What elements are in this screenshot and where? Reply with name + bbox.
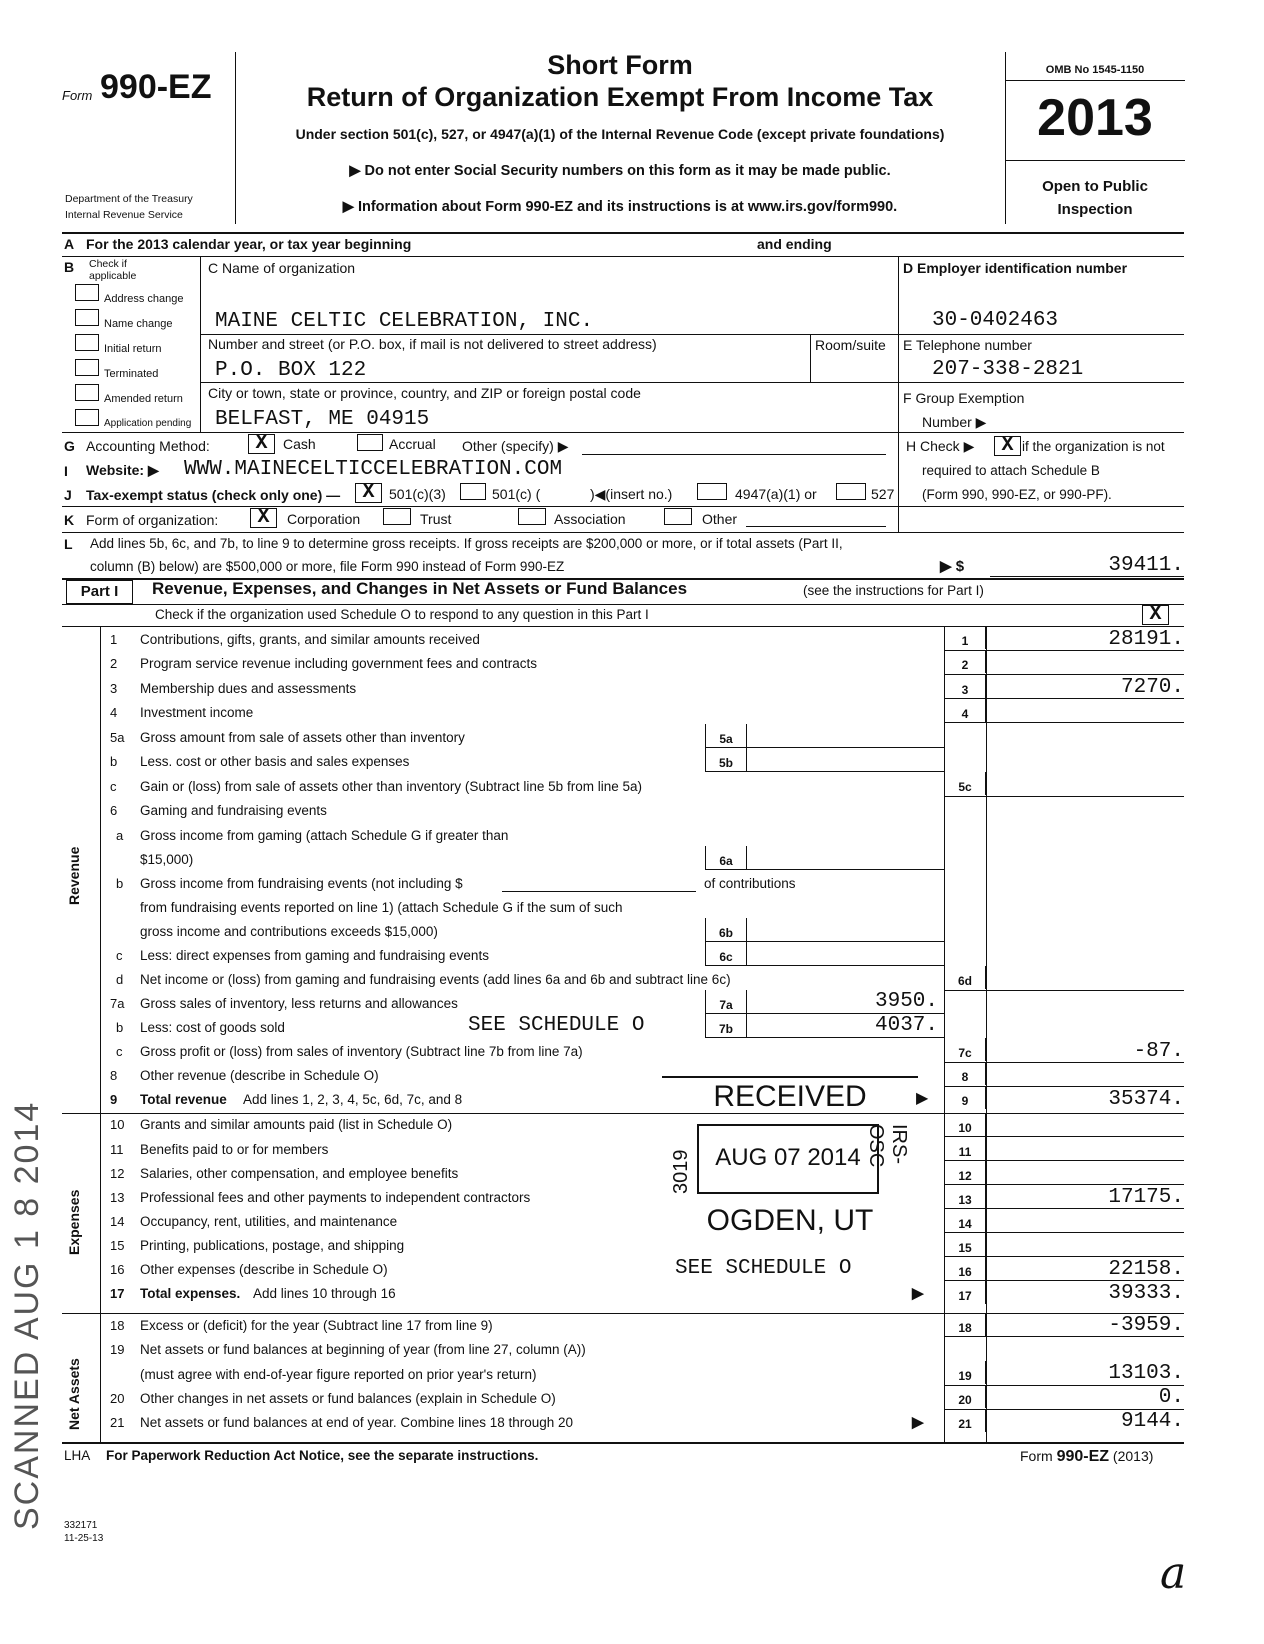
of-contributions: of contributions: [704, 876, 796, 891]
line-box: 20: [944, 1385, 986, 1408]
ein-value: 30-0402463: [932, 309, 1059, 332]
line-number: 12: [110, 1166, 125, 1181]
address-change-label: Address change: [104, 293, 184, 305]
accrual-label: Accrual: [389, 436, 436, 452]
gross-receipts-amount: 39411.: [1108, 554, 1184, 577]
line-box: 13: [944, 1185, 986, 1208]
ssn-notice: ▶ Do not enter Social Security numbers on this form as it may be made public.: [349, 163, 891, 179]
line-20-amount: 0.: [1158, 1386, 1184, 1409]
cash-label: Cash: [283, 436, 316, 452]
line-9-amount: 35374.: [1108, 1088, 1184, 1111]
line-number: c: [110, 779, 117, 794]
check-if: Check if: [89, 258, 127, 270]
schedule-o-checkbox[interactable]: X: [1142, 605, 1169, 625]
amended-return-checkbox[interactable]: [75, 384, 99, 401]
line-16-note: SEE SCHEDULE O: [675, 1257, 852, 1280]
mid-box: 5a: [705, 724, 747, 747]
mid-box: 6a: [705, 846, 747, 869]
line-6b-desc-1: Gross income from fundraising events (not including $: [140, 876, 463, 891]
line-7c-desc: Gross profit or (loss) from sales of inventory (Subtract line 7b from line 7a): [140, 1044, 583, 1059]
association-checkbox[interactable]: [518, 508, 546, 525]
line-6d-desc: Net income or (loss) from gaming and fundraising events (add lines 6a and 6b and subtract line 6c): [140, 972, 731, 987]
line-box: 6d: [944, 966, 986, 989]
line-17-desc-bold: Total expenses.: [140, 1286, 241, 1301]
schedule-b-checkbox[interactable]: X: [994, 436, 1021, 456]
line-box: 7c: [944, 1038, 986, 1061]
footer-form-ref: [1020, 1448, 1153, 1466]
line-number: b: [116, 1020, 124, 1035]
phone-label: E Telephone number: [903, 337, 1032, 353]
other-org-label: Other: [702, 511, 738, 527]
line-7a-desc: Gross sales of inventory, less returns and allowances: [140, 996, 458, 1011]
footer-code-1: 332171: [64, 1520, 98, 1531]
trust-label: Trust: [420, 511, 452, 527]
line-15-desc: Printing, publications, postage, and shipping: [140, 1238, 405, 1253]
line-number: 1: [110, 632, 118, 647]
expenses-side-label: Expenses: [66, 1189, 82, 1255]
line-12-desc: Salaries, other compensation, and employee benefits: [140, 1166, 459, 1181]
line-9-desc-bold: Total revenue: [140, 1092, 227, 1107]
line-number: 18: [110, 1318, 125, 1333]
footer-form-word: Form: [1020, 1448, 1053, 1464]
line-8-desc: Other revenue (describe in Schedule O): [140, 1068, 379, 1083]
tax-exempt-label: Tax-exempt status (check only one) —: [86, 487, 341, 503]
line-box: 14: [944, 1209, 986, 1232]
trust-checkbox[interactable]: [383, 508, 411, 525]
line-number: 16: [110, 1262, 125, 1277]
city-state-zip: BELFAST, ME 04915: [215, 408, 430, 431]
line-21-desc: Net assets or fund balances at end of year. Combine lines 18 through 20: [140, 1415, 574, 1430]
org-name-label: C Name of organization: [208, 260, 356, 276]
line-number: b: [110, 754, 118, 769]
line-number: 10: [110, 1117, 125, 1132]
association-label: Association: [554, 511, 626, 527]
omb-number: OMB No 1545-1150: [1045, 64, 1145, 76]
line-6a-desc-2: $15,000): [140, 852, 194, 867]
k-label: K: [64, 512, 75, 528]
insert-no-label: )◀(insert no.): [590, 486, 673, 502]
line-3-desc: Membership dues and assessments: [140, 681, 357, 696]
application-pending-label: Application pending: [104, 418, 192, 429]
line-18-amount: -3959.: [1108, 1314, 1184, 1337]
website-value: WWW.MAINECELTICCELEBRATION.COM: [184, 458, 563, 481]
section-a-label: A: [64, 236, 75, 252]
line-16-amount: 22158.: [1108, 1258, 1184, 1281]
line-box: 10: [944, 1113, 986, 1136]
l-arrow: ▶ $: [940, 558, 965, 575]
mid-box: 6b: [705, 918, 747, 941]
part1-title: Revenue, Expenses, and Changes in Net Assets or Fund Balances: [152, 579, 688, 598]
irs-label: Internal Revenue Service: [65, 209, 183, 221]
501c-checkbox[interactable]: [460, 483, 486, 500]
line-box: 9: [944, 1086, 986, 1109]
501c3-label: 501(c)(3): [389, 486, 446, 502]
line-box: 11: [944, 1137, 986, 1160]
line-3-amount: 7270.: [1120, 676, 1184, 699]
paperwork-notice: For Paperwork Reduction Act Notice, see the separate instructions.: [106, 1448, 539, 1463]
other-org-checkbox[interactable]: [664, 508, 692, 525]
line-box: 5c: [944, 772, 986, 795]
line-number: a: [116, 828, 124, 843]
line-number: 13: [110, 1190, 125, 1205]
line-number: 5a: [110, 730, 125, 745]
line-16-desc: Other expenses (describe in Schedule O): [140, 1262, 388, 1277]
line-17-desc: Add lines 10 through 16: [253, 1286, 396, 1301]
initial-return-checkbox[interactable]: [75, 334, 99, 351]
line-number: 3: [110, 681, 118, 696]
line-19-desc-1: Net assets or fund balances at beginning of year (from line 27, column (A)): [140, 1342, 586, 1357]
i-label: I: [64, 463, 68, 479]
line-number: c: [116, 948, 123, 963]
application-pending-checkbox[interactable]: [75, 409, 99, 426]
footer-code-2: 11-25-13: [64, 1533, 104, 1544]
other-specify-label: Other (specify) ▶: [462, 438, 569, 454]
footer-form-number: 990-EZ: [1056, 1448, 1110, 1465]
applicable: applicable: [89, 270, 137, 282]
part1-tag: Part I: [66, 580, 133, 604]
line-number: 19: [110, 1342, 125, 1357]
line-4-desc: Investment income: [140, 705, 254, 720]
line-19-desc-2: (must agree with end-of-year figure reported on prior year's return): [140, 1367, 537, 1382]
l-text-1: Add lines 5b, 6c, and 7b, to line 9 to determine gross receipts. If gross receipts are $200,000 or more, or if total assets (Part II,: [90, 536, 843, 551]
line-box: 1: [944, 626, 986, 649]
stamp-top-bar: [662, 1076, 918, 1078]
stamp-received: RECEIVED: [713, 1080, 867, 1113]
open-to-public: Open to Public: [1042, 178, 1148, 195]
cash-checkbox[interactable]: X: [248, 434, 275, 454]
and-ending: and ending: [757, 236, 832, 252]
line-number: 17: [110, 1286, 125, 1301]
line-number: 8: [110, 1068, 118, 1083]
street-label: Number and street (or P.O. box, if mail is not delivered to street address): [208, 336, 657, 352]
line-2-desc: Program service revenue including government fees and contracts: [140, 656, 537, 671]
form-title: Return of Organization Exempt From Income Tax: [306, 82, 934, 112]
amended-return-label: Amended return: [104, 393, 183, 405]
title-short-form: Short Form: [547, 50, 693, 80]
line-10-desc: Grants and similar amounts paid (list in Schedule O): [140, 1117, 453, 1132]
line-18-desc: Excess or (deficit) for the year (Subtract line 17 from line 9): [140, 1318, 493, 1333]
mid-box: 6c: [705, 942, 747, 965]
line-7b-amount: 4037.: [874, 1014, 938, 1037]
line-6-desc: Gaming and fundraising events: [140, 803, 327, 818]
city-label: City or town, state or province, country, and ZIP or foreign postal code: [208, 385, 641, 401]
stamp-date: AUG 07 2014: [715, 1144, 861, 1171]
corporation-label: Corporation: [287, 511, 361, 527]
h-text-2: required to attach Schedule B: [922, 463, 1100, 478]
initial-return-label: Initial return: [104, 343, 162, 355]
line-1-desc: Contributions, gifts, grants, and similar amounts received: [140, 632, 480, 647]
form-of-org-label: Form of organization:: [86, 512, 219, 528]
line-number: d: [116, 972, 124, 987]
dept-treasury: Department of the Treasury: [65, 193, 193, 205]
h-text-1: if the organization is not: [1022, 439, 1165, 454]
line-21-amount: 9144.: [1120, 1410, 1184, 1433]
org-name: MAINE CELTIC CELEBRATION, INC.: [215, 310, 594, 333]
line-6a-desc-1: Gross income from gaming (attach Schedule G if greater than: [140, 828, 509, 843]
j-label: J: [64, 487, 72, 503]
group-exemption-number: Number ▶: [922, 414, 987, 430]
name-change-checkbox[interactable]: [75, 309, 99, 326]
line-number: 20: [110, 1391, 125, 1406]
527-checkbox[interactable]: [836, 483, 866, 500]
line-box: 21: [944, 1409, 986, 1432]
stamp-right-code: IRS-OSC: [865, 1124, 910, 1168]
line-6b-desc-3: gross income and contributions exceeds $15,000): [140, 924, 438, 939]
address-change-checkbox[interactable]: [75, 284, 99, 301]
line-20-desc: Other changes in net assets or fund balances (explain in Schedule O): [140, 1391, 556, 1406]
line-number: 11: [110, 1142, 124, 1157]
corporation-checkbox[interactable]: X: [250, 508, 277, 528]
tax-year: 2013: [1037, 89, 1153, 147]
form-prefix: Form: [62, 88, 93, 103]
line-box: 3: [944, 675, 986, 698]
mid-box: 5b: [705, 748, 747, 771]
line-7b-desc: Less: cost of goods sold: [140, 1020, 285, 1035]
street-address: P.O. BOX 122: [215, 359, 367, 382]
stamp-arrow-icon: ▶: [916, 1090, 929, 1107]
revenue-side-label: Revenue: [66, 846, 82, 905]
arrow-icon: ▶: [912, 1285, 924, 1302]
line-5c-desc: Gain or (loss) from sale of assets other than inventory (Subtract line 5b from line 5a): [140, 779, 642, 794]
line-19-amount: 13103.: [1108, 1362, 1184, 1385]
room-suite-label: Room/suite: [815, 337, 886, 353]
l-label: L: [64, 536, 73, 552]
line-box: 4: [944, 699, 986, 722]
line-13-desc: Professional fees and other payments to independent contractors: [140, 1190, 531, 1205]
ein-label: D Employer identification number: [903, 260, 1128, 276]
line-number: 14: [110, 1214, 125, 1229]
line-14-desc: Occupancy, rent, utilities, and maintenance: [140, 1214, 398, 1229]
line-7b-note: SEE SCHEDULE O: [468, 1014, 645, 1037]
527-label: 527: [871, 486, 895, 502]
4947-label: 4947(a)(1) or: [735, 486, 817, 502]
mid-box: 7a: [705, 990, 747, 1013]
line-5b-desc: Less. cost or other basis and sales expenses: [140, 754, 410, 769]
line-number: 6: [110, 803, 118, 818]
line-11-desc: Benefits paid to or for members: [140, 1142, 329, 1157]
form-number: 990-EZ: [100, 68, 212, 106]
stamp-location: OGDEN, UT: [706, 1204, 874, 1237]
form-subtitle: Under section 501(c), 527, or 4947(a)(1) of the Internal Revenue Code (except private foundations): [295, 126, 945, 142]
line-box: 19: [944, 1361, 986, 1384]
line-6c-desc: Less: direct expenses from gaming and fundraising events: [140, 948, 489, 963]
line-number: 15: [110, 1238, 125, 1253]
line-6b-desc-2: from fundraising events reported on line 1) (attach Schedule G if the sum of such: [140, 900, 623, 915]
line-box: 12: [944, 1161, 986, 1184]
line-number: 2: [110, 656, 118, 671]
line-number: 7a: [110, 996, 125, 1011]
line-box: 16: [944, 1257, 986, 1280]
line-9-desc: Add lines 1, 2, 3, 4, 5c, 6d, 7c, and 8: [243, 1092, 463, 1107]
phone-value: 207-338-2821: [932, 358, 1084, 381]
terminated-checkbox[interactable]: [75, 359, 99, 376]
mid-box: 7b: [705, 1014, 747, 1037]
name-change-label: Name change: [104, 318, 173, 330]
scanned-stamp: SCANNED AUG 1 8 2014: [8, 1100, 46, 1530]
line-number: 9: [110, 1092, 118, 1107]
line-17-amount: 39333.: [1108, 1282, 1184, 1305]
stamp-left-code: 3019: [670, 1149, 692, 1194]
line-number: 21: [110, 1415, 125, 1430]
lha-label: LHA: [64, 1448, 91, 1463]
line-box: 18: [944, 1313, 986, 1336]
501c3-checkbox[interactable]: X: [355, 483, 382, 503]
h-text-3: (Form 990, 990-EZ, or 990-PF).: [922, 487, 1112, 502]
line-5a-desc: Gross amount from sale of assets other than inventory: [140, 730, 465, 745]
schedule-o-check-text: Check if the organization used Schedule O to respond to any question in this Part I: [155, 607, 649, 622]
footer-form-year: (2013): [1112, 1448, 1154, 1464]
arrow-icon: ▶: [912, 1414, 924, 1431]
line-box: 15: [944, 1233, 986, 1256]
terminated-label: Terminated: [104, 368, 159, 380]
g-label: G: [64, 438, 75, 454]
part1-title-note: (see the instructions for Part I): [803, 583, 984, 598]
inspection-label: Inspection: [1057, 201, 1133, 218]
website-label: Website: ▶: [86, 462, 159, 478]
handwritten-mark: a: [1160, 1548, 1187, 1599]
line-number: 4: [110, 705, 118, 720]
h-check-label: H Check ▶: [906, 438, 975, 454]
accounting-method-label: Accounting Method:: [86, 438, 210, 454]
group-exemption-label: F Group Exemption: [903, 390, 1025, 406]
line-box: 8: [944, 1062, 986, 1085]
net-assets-side-label: Net Assets: [66, 1358, 82, 1430]
line-number: c: [116, 1044, 123, 1059]
line-7a-amount: 3950.: [874, 990, 938, 1013]
section-b-label: B: [64, 259, 75, 275]
line-13-amount: 17175.: [1108, 1186, 1184, 1209]
line-7c-amount: -87.: [1133, 1040, 1184, 1063]
accrual-checkbox[interactable]: [357, 434, 383, 451]
line-box: 2: [944, 650, 986, 673]
line-box: 17: [944, 1281, 986, 1304]
received-stamp: [662, 1076, 918, 1240]
section-a-text: For the 2013 calendar year, or tax year beginning: [86, 236, 412, 252]
info-notice: ▶ Information about Form 990-EZ and its instructions is at www.irs.gov/form990.: [342, 199, 898, 215]
4947-checkbox[interactable]: [697, 483, 727, 500]
line-number: b: [116, 876, 124, 891]
line-1-amount: 28191.: [1108, 628, 1184, 651]
501c-label: 501(c) (: [492, 486, 541, 502]
l-text-2: column (B) below) are $500,000 or more, file Form 990 instead of Form 990-EZ: [90, 559, 565, 574]
